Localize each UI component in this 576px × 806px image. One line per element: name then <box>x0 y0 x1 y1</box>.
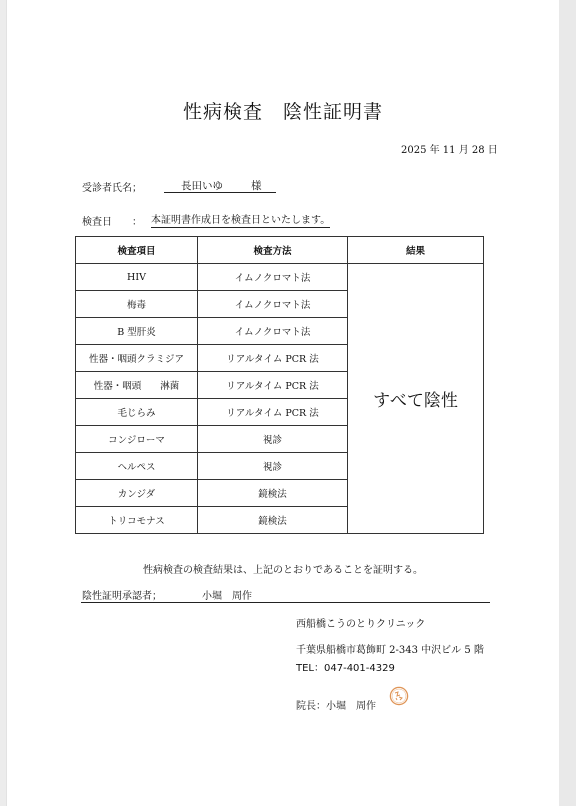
approver-label: 陰性証明承認者； <box>82 591 162 602</box>
patient-name: 長田いゆ <box>181 180 223 192</box>
overall-result: すべて陰性 <box>348 264 484 534</box>
clinic-name: 西船橋こうのとりクリニック <box>296 619 426 630</box>
test-method: 視診 <box>198 426 348 453</box>
test-method: リアルタイム PCR 法 <box>198 399 348 426</box>
approver-name: 小堀 周作 <box>202 591 252 602</box>
test-item: カンジダ <box>76 480 198 507</box>
patient-name-field <box>164 176 276 193</box>
test-item: ヘルペス <box>76 453 198 480</box>
test-method: リアルタイム PCR 法 <box>198 372 348 399</box>
clinic-director: 院長：小堀 周作 <box>296 701 376 712</box>
exam-date-label: 検査日 ： <box>82 217 142 228</box>
test-item: 毛じらみ <box>76 399 198 426</box>
test-item: 梅毒 <box>76 291 198 318</box>
results-table <box>75 236 484 534</box>
signature-line <box>81 602 490 603</box>
issue-date: 2025 年 11 月 28 日 <box>401 145 498 156</box>
test-method: 鏡検法 <box>198 480 348 507</box>
test-item: 性器・咽頭 淋菌 <box>76 372 198 399</box>
clinic-phone: TEL：047-401-4329 <box>296 663 395 674</box>
seal-stamp-icon <box>389 686 409 706</box>
exam-date-value: 本証明書作成日を検査日といたします。 <box>151 211 330 228</box>
test-item: HIV <box>76 264 198 291</box>
clinic-address: 千葉県船橋市葛飾町 2-343 中沢ビル 5 階 <box>296 645 484 656</box>
document-title: 性病検査 陰性証明書 <box>182 101 383 123</box>
document-page <box>6 0 560 806</box>
test-method: イムノクロマト法 <box>198 291 348 318</box>
test-item: B 型肝炎 <box>76 318 198 345</box>
table-header-row <box>76 237 484 264</box>
viewer-scroll-gutter <box>559 0 576 806</box>
patient-honorific: 様 <box>251 180 262 192</box>
test-method: リアルタイム PCR 法 <box>198 345 348 372</box>
test-method: 視診 <box>198 453 348 480</box>
test-method: 鏡検法 <box>198 507 348 534</box>
test-item: コンジローマ <box>76 426 198 453</box>
test-method: イムノクロマト法 <box>198 318 348 345</box>
header-result: 結果 <box>348 237 484 264</box>
certification-statement: 性病検査の検査結果は、上記のとおりであることを証明する。 <box>143 565 423 576</box>
test-item: 性器・咽頭クラミジア <box>76 345 198 372</box>
test-item: トリコモナス <box>76 507 198 534</box>
patient-name-label: 受診者氏名； <box>82 183 142 194</box>
table-row <box>76 264 484 291</box>
header-item: 検査項目 <box>76 237 198 264</box>
test-method: イムノクロマト法 <box>198 264 348 291</box>
header-method: 検査方法 <box>198 237 348 264</box>
